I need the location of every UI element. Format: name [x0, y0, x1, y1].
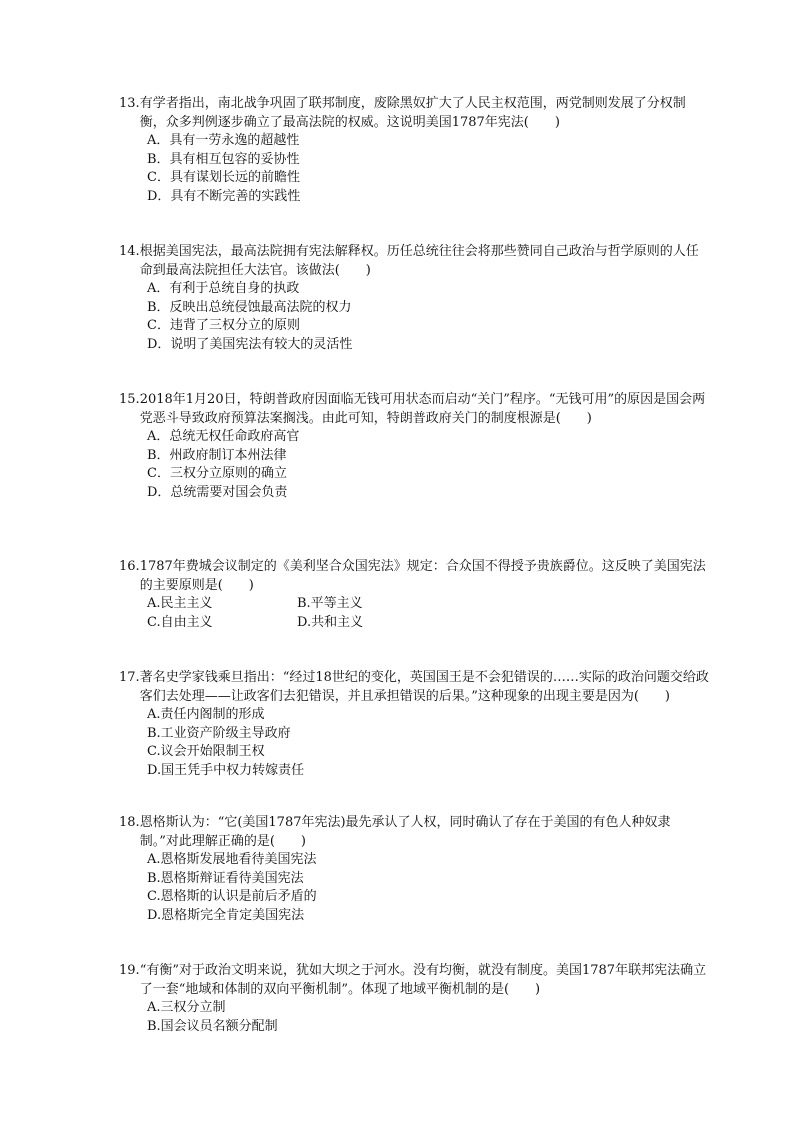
question-text: 2018年1月20日，特朗普政府因面临无钱可用状态而启动“关门”程序。“无钱可用”的原因是国会两党恶斗导致政府预算法案搁浅。由此可知，特朗普政府关门的制度根源是( ): [139, 392, 706, 426]
option-c: C．三权分立原则的确立: [147, 466, 287, 482]
question-text: “有衡”对于政治文明来说，犹如大坝之于河水。没有均衡，就没有制度。美国1787年联邦宪法确立了一套“地域和体制的双向平衡机制”。体现了地域平衡机制的是( ): [139, 963, 707, 997]
question-stem: [119, 95, 709, 132]
option-b: B.工业资产阶级主导政府: [147, 725, 291, 741]
question-number: 16.: [119, 559, 140, 574]
question-stem: [119, 558, 709, 595]
question-text: 恩格斯认为：“它(美国1787年宪法)最先承认了人权，同时确认了存在于美国的有色人种奴隶制。”对此理解正确的是( ): [139, 815, 671, 849]
option-a: A．具有一劳永逸的超越性: [147, 133, 300, 149]
option-d: D．具有不断完善的实践性: [147, 188, 301, 204]
question-15: [119, 391, 709, 503]
option-c: C．具有谋划长远的前瞻性: [147, 170, 300, 186]
question-text: 1787年费城会议制定的《美利坚合众国宪法》规定：合众国不得授予贵族爵位。这反映了美国宪法的主要原则是( ): [139, 559, 706, 593]
question-13: [119, 95, 709, 207]
option-b: B.平等主义: [297, 596, 363, 612]
option-d: D．总统需要对国会负责: [147, 484, 288, 500]
option-b: B．州政府制订本州法律: [147, 447, 287, 463]
option-b: B.国会议员名额分配制: [147, 1018, 278, 1034]
option-d: D.恩格斯完全肯定美国宪法: [147, 907, 305, 923]
question-number: 15.: [119, 392, 140, 407]
option-row: [119, 595, 709, 614]
question-16: [119, 558, 709, 632]
question-14: [119, 243, 709, 355]
question-17: [119, 669, 709, 781]
question-18: [119, 814, 709, 926]
option-b: B．具有相互包容的妥协性: [147, 151, 300, 167]
question-stem: [119, 962, 709, 999]
option-c: C.恩格斯的认识是前后矛盾的: [147, 889, 317, 905]
option-a: A.责任内阁制的形成: [147, 707, 265, 723]
option-c: C.自由主义: [147, 614, 213, 630]
option-b: B.恩格斯辩证看待美国宪法: [147, 870, 304, 886]
option-a: A.民主主义: [147, 596, 213, 612]
question-text: 著名史学家钱乘旦指出：“经过18世纪的变化，英国国王是不会犯错误的……实际的政治问题交给政客们去处理——让政客们去犯错误，并且承担错误的后果。”这种现象的出现主要是因为( ): [139, 670, 709, 704]
question-stem: [119, 391, 709, 428]
question-19: [119, 962, 709, 1036]
question-number: 19.: [119, 963, 140, 978]
option-d: D．说明了美国宪法有较大的灵活性: [147, 336, 353, 352]
option-c: C．违背了三权分立的原则: [147, 318, 300, 334]
question-number: 17.: [119, 670, 140, 685]
option-b: B．反映出总统侵蚀最高法院的权力: [147, 299, 352, 315]
option-a: A.三权分立制: [147, 1000, 226, 1016]
option-d: D.共和主义: [297, 614, 364, 630]
question-number: 13.: [119, 96, 140, 111]
option-row: [119, 614, 709, 633]
question-stem: [119, 669, 709, 706]
question-stem: [119, 243, 709, 280]
question-text: 根据美国宪法，最高法院拥有宪法解释权。历任总统往往会将那些赞同自己政治与哲学原则的人任命到最高法院担任大法官。该做法( ): [139, 244, 699, 278]
question-number: 18.: [119, 815, 140, 830]
question-text: 有学者指出，南北战争巩固了联邦制度，废除黑奴扩大了人民主权范围，两党制则发展了分权制衡，众多判例逐步确立了最高法院的权威。这说明美国1787年宪法( ): [139, 96, 686, 130]
option-a: A．有利于总统自身的执政: [147, 281, 300, 297]
option-a: A．总统无权任命政府高官: [147, 429, 300, 445]
option-d: D.国王凭手中权力转嫁责任: [147, 762, 305, 778]
question-number: 14.: [119, 244, 140, 259]
option-c: C.议会开始限制王权: [147, 744, 265, 760]
option-a: A.恩格斯发展地看待美国宪法: [147, 852, 317, 868]
question-stem: [119, 814, 709, 851]
